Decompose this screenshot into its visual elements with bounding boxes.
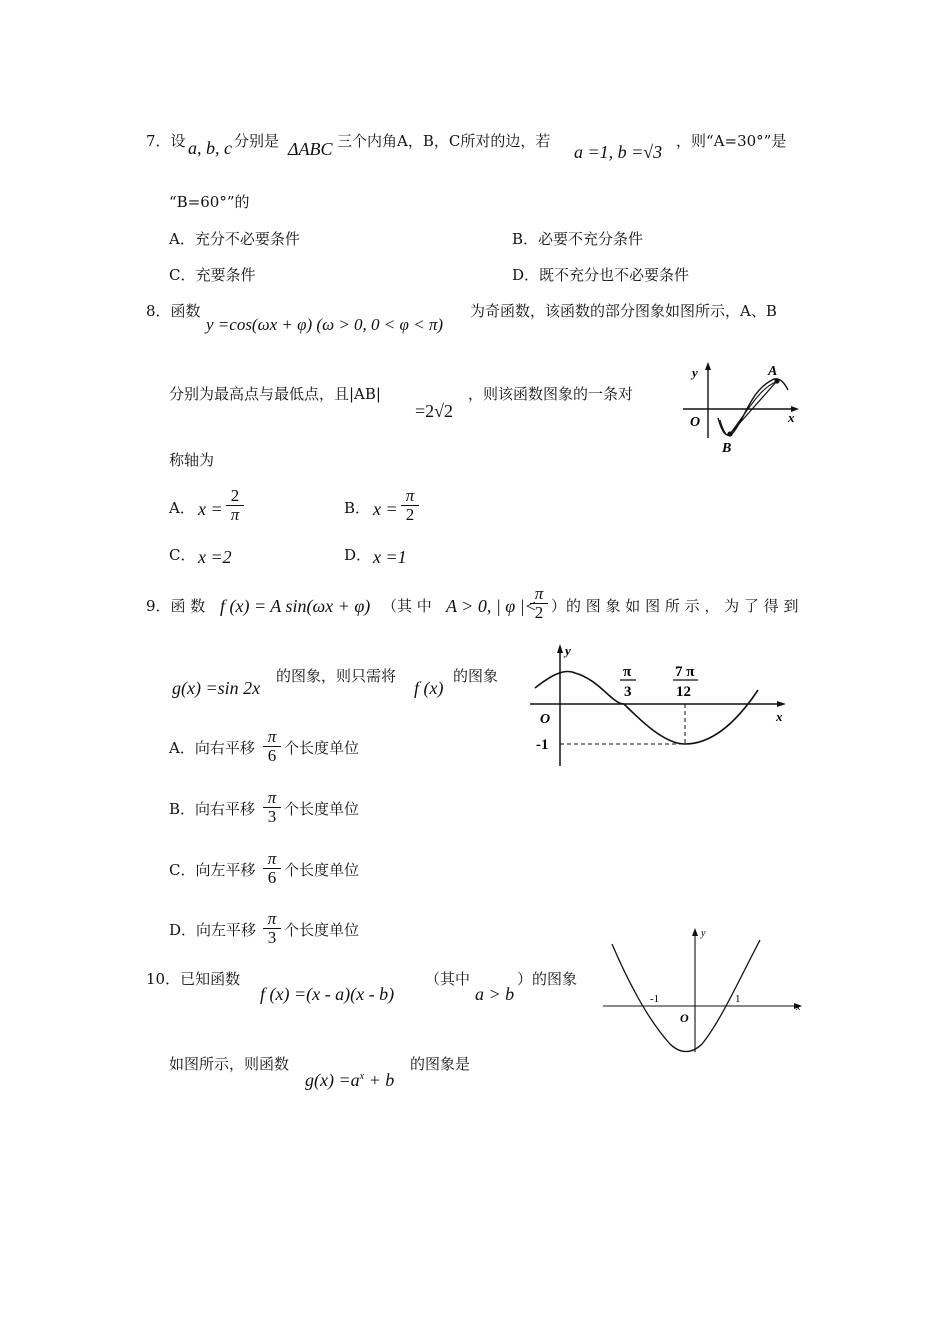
q9-graph-origin: O [540,712,551,727]
q8-option-c-label: C． [169,546,196,564]
q7-option-b: B．必要不充分条件 [512,230,644,248]
q7-sides: a, b, c [188,138,232,158]
q8-option-b-fraction [401,487,419,524]
q8-ab-length: =2√2 [415,401,454,421]
q10-g-tail: + b [364,1070,395,1090]
q7-text-2: 三个内角A，B，C所对的边，若 [337,132,551,150]
q9-graph-tick1-num: π [623,664,632,680]
q10-line2-end: 的图象是 [410,1055,471,1073]
q9-function: f (x) = A sin(ωx + φ) [220,596,371,616]
q7-number: 7．设 [146,132,186,150]
q8-b-num: π [401,487,419,506]
q10-g-function [305,1066,394,1091]
q8-graph [680,360,805,455]
q9-condition-fraction [530,585,548,622]
q10-graph-one: 1 [735,993,741,1005]
q9-graph-tick2-num: 7 π [675,664,695,680]
q9-option-a-tail: 个长度单位 [284,739,360,757]
q9-option-b-fraction [263,789,281,826]
q9-option-a-label: A．向右平移 [169,739,255,757]
q7-line2: “B=60°”的 [169,193,250,211]
q9-option-d-tail: 个长度单位 [284,921,360,939]
q8-b-den: 2 [405,505,415,524]
q10-graph-neg1: -1 [650,993,660,1005]
q7-triangle: ΔABC [288,139,333,159]
q9-graph [530,640,795,770]
q9-graph-tick2-den: 12 [676,684,691,700]
q9-option-d-fraction [263,910,281,947]
q8-graph-x-label: x [788,410,795,425]
q10-function: f (x) =(x - a)(x - b) [260,984,395,1004]
q9-c-num: π [263,850,281,869]
q8-graph-point-a: A [768,364,778,379]
q8-option-b-label: B． [344,499,371,517]
q9-number: 9．函 数 [146,597,206,615]
q7-option-a: A．充分不必要条件 [169,230,300,248]
q9-g-function: g(x) =sin 2x [172,678,261,698]
q9-graph-neg1: -1 [536,737,549,753]
q8-line3: 称轴为 [169,451,215,469]
q10-number: 10．已知函数 [146,970,241,988]
q9-text-2: 的图象，则只需将 [276,667,397,685]
q9-a-num: π [263,728,281,747]
q9-d-num: π [263,910,281,929]
q9-cond-den: 2 [534,603,544,622]
q8-option-c-expr: x =2 [198,547,232,567]
q9-option-a-fraction [263,728,281,765]
q9-option-c-label: C．向左平移 [169,861,256,879]
q8-option-d-expr: x =1 [373,547,407,567]
q10-g-exponent: x [359,1071,365,1082]
q8-option-a-lhs: x = [198,499,223,519]
q9-graph-x-label: x [776,709,783,724]
q10-g-base: g(x) =a [305,1070,360,1090]
q8-a-num: 2 [226,487,244,506]
q7-condition: a =1, b =√3 [574,142,663,162]
q9-b-den: 3 [267,807,277,826]
q9-option-c-tail: 个长度单位 [284,861,360,879]
q10-graph [600,926,810,1056]
q8-option-a-label: A． [169,499,195,517]
q7-text-3: ，则“A=30°”是 [676,132,787,150]
q10-graph-y-label: y [701,928,706,939]
q10-cond-open: （其中 [425,970,471,988]
q10-graph-origin: O [680,1011,689,1025]
q9-graph-tick1-den: 3 [624,684,632,700]
q9-condition: A > 0, | φ |< [446,596,537,616]
q9-d-den: 3 [267,928,277,947]
q9-option-b-label: B．向右平移 [169,800,256,818]
q9-cond-num: π [530,585,548,604]
q9-option-c-fraction [263,850,281,887]
q7-option-d: D．既不充分也不必要条件 [512,266,690,284]
q9-c-den: 6 [267,868,277,887]
q8-graph-y-label: y [692,365,698,380]
q8-option-d-label: D． [344,546,372,564]
q10-graph-x-label: x [796,1002,801,1013]
q8-text: 为奇函数，该函数的部分图象如图所示，A、B [470,302,777,320]
q8-number: 8．函数 [146,302,201,320]
q9-option-d-label: D．向左平移 [169,921,257,939]
q9-text: ）的 图 象 如 图 所 示 ， 为 了 得 到 [551,597,799,615]
q10-text: ）的图象 [517,970,578,988]
q9-graph-y-label: y [565,643,571,658]
q9-f-function: f (x) [414,678,444,698]
q9-text-3: 的图象 [453,667,499,685]
q8-line2b: ，则该函数图象的一条对 [468,385,634,403]
q8-a-den: π [230,505,240,524]
q9-a-den: 6 [267,746,277,765]
q7-option-c: C．充要条件 [169,266,256,284]
q9-cond-open: （其 中 [382,597,432,615]
q8-graph-origin: O [690,415,701,430]
q8-function: y =cos(ωx + φ) (ω > 0, 0 < φ < π) [206,315,444,334]
q10-condition: a > b [475,984,515,1004]
q8-option-b-lhs: x = [373,499,398,519]
q7-text: 分别是 [234,132,280,150]
q9-b-num: π [263,789,281,808]
q8-option-a-fraction [226,487,244,524]
q8-graph-point-b: B [722,441,732,456]
q9-option-b-tail: 个长度单位 [284,800,360,818]
q10-line2: 如图所示，则函数 [169,1055,290,1073]
q8-line2: 分别为最高点与最低点，且|AB| [169,385,381,403]
